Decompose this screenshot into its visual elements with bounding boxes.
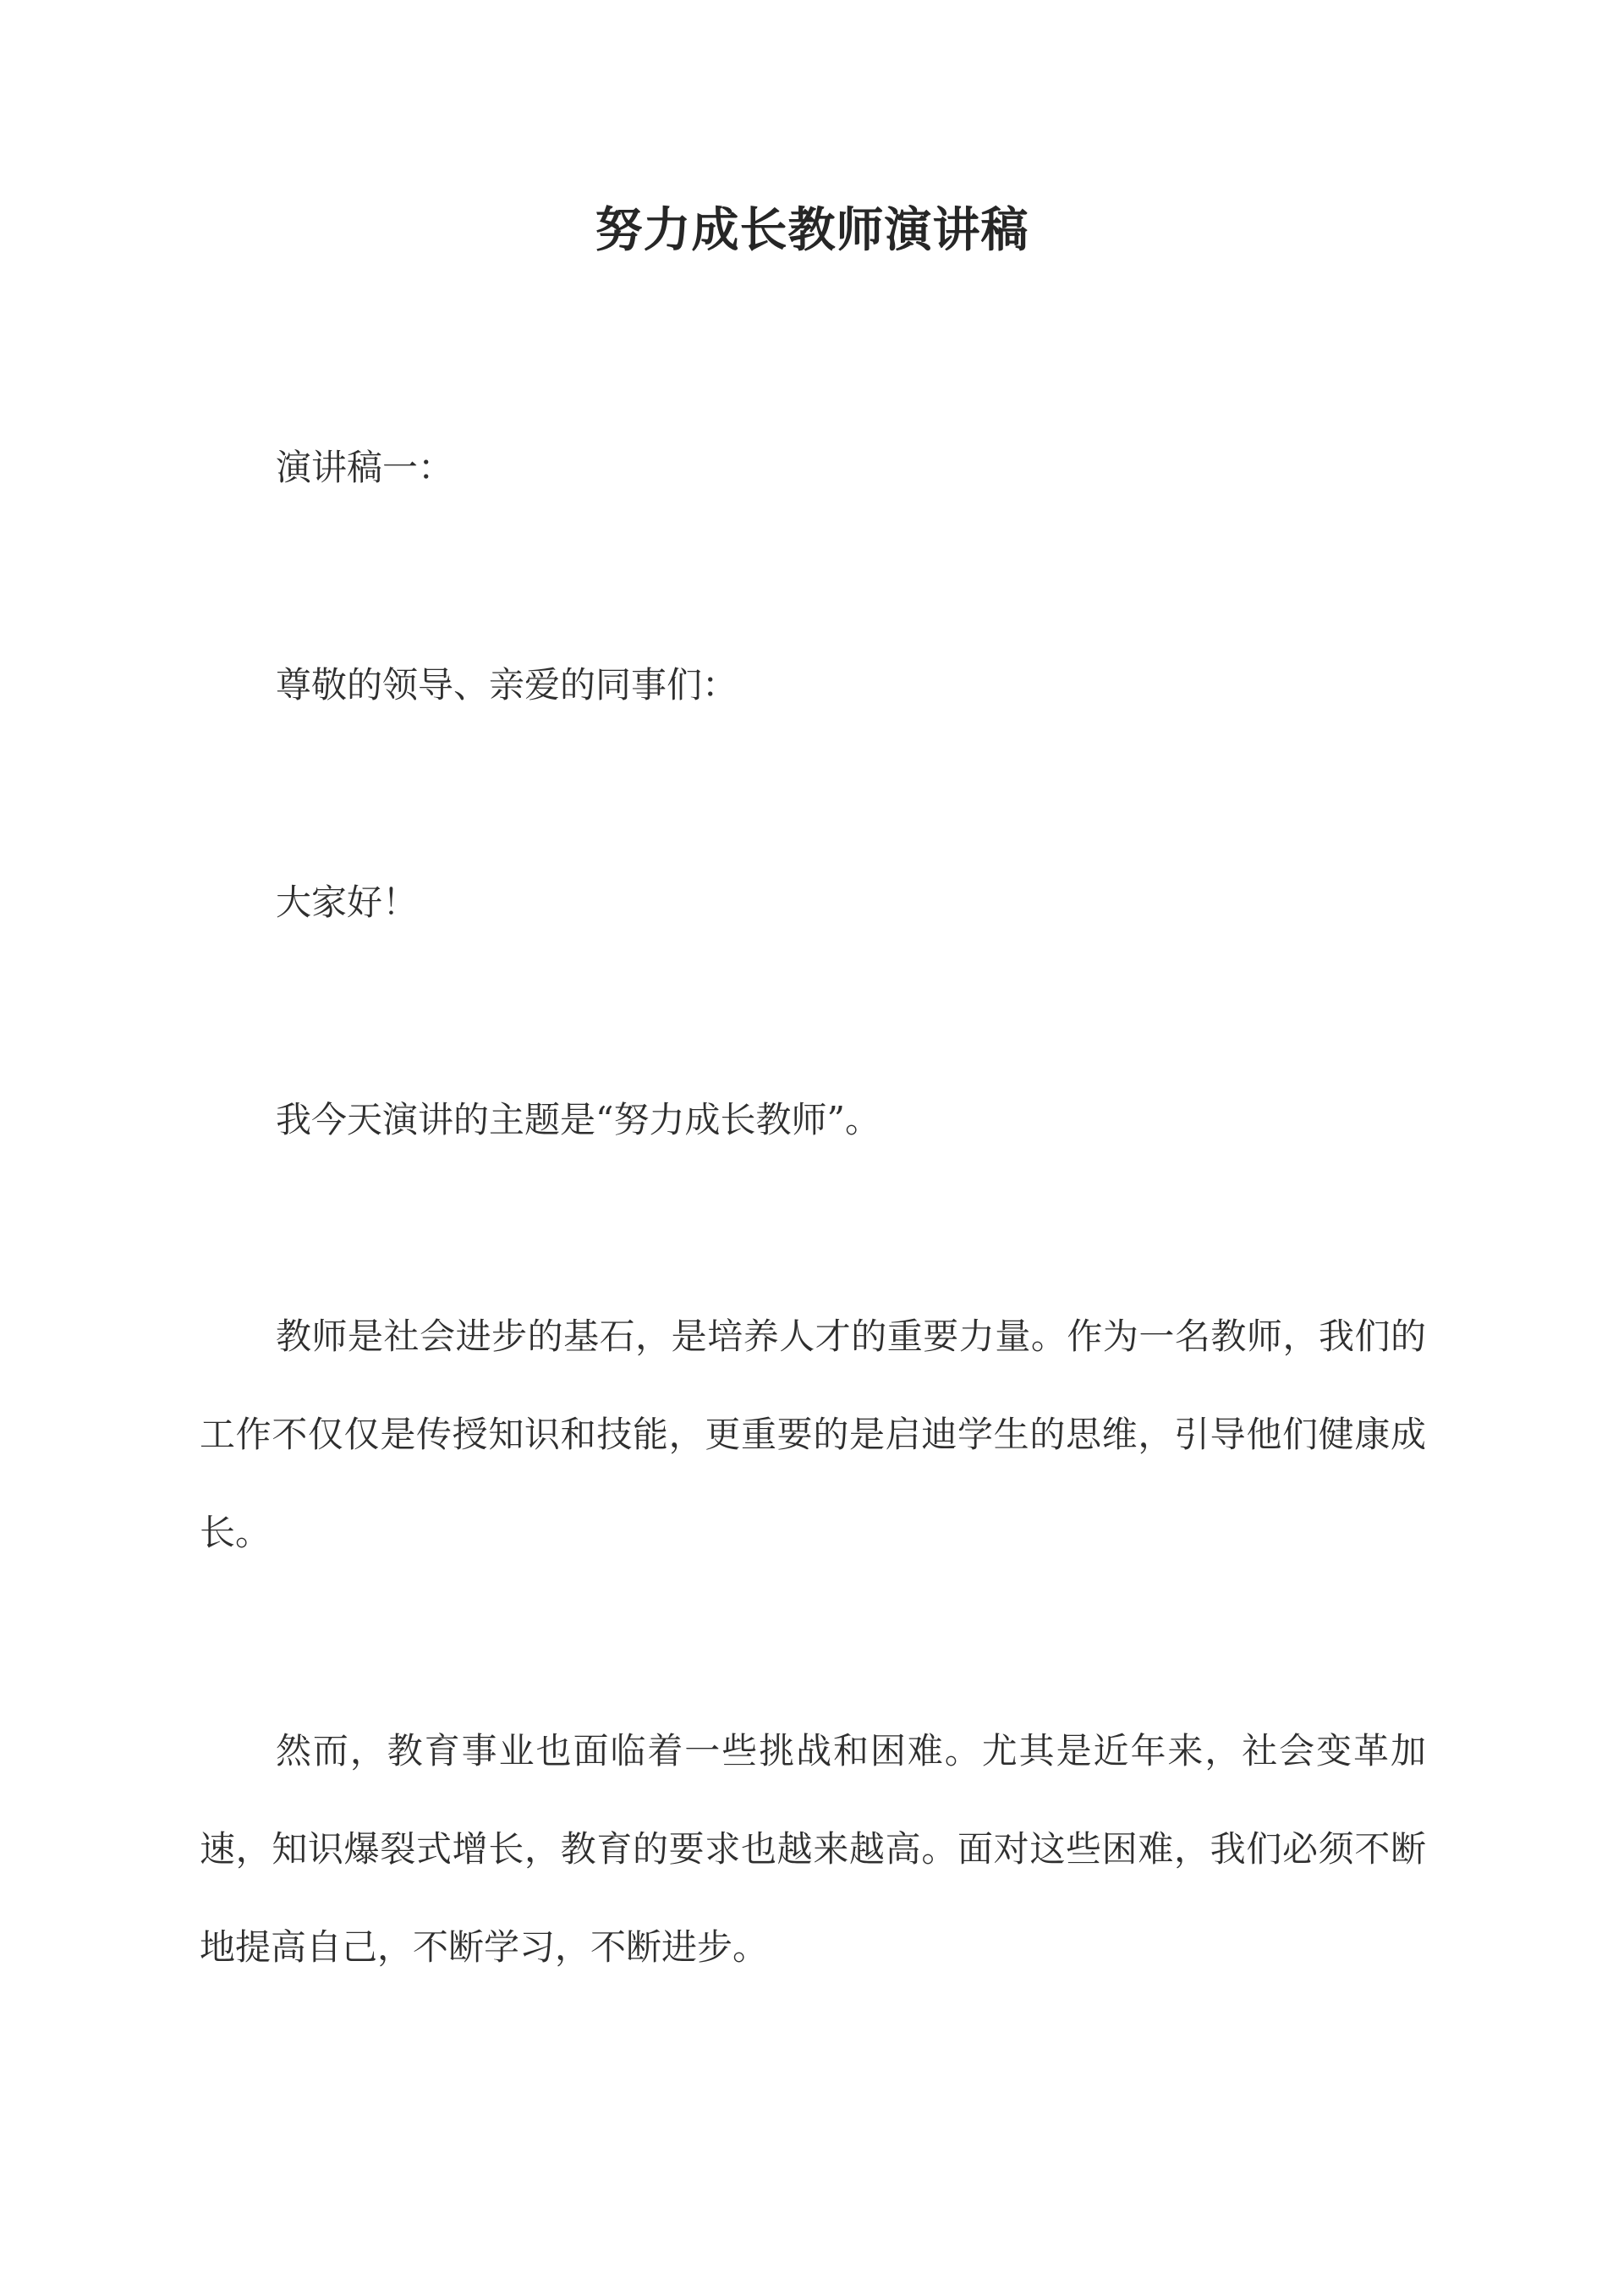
topic-paragraph: 我今天演讲的主题是“努力成长教师”。 [276,1099,881,1140]
speech-heading: 演讲稿一： [276,447,454,488]
document-title: 努力成长教师演讲稿 [595,202,1029,258]
salutation: 尊敬的领导、亲爱的同事们： [276,664,738,706]
greeting: 大家好！ [276,882,419,923]
body-paragraph: 教师是社会进步的基石，是培养人才的重要力量。作为一名教师，我们的工作不仅仅是传授知识和技能，更重要的是启迪学生的思维，引导他们健康成长。 [200,1316,1426,1553]
body-paragraph: 然而，教育事业也面临着一些挑战和困难。尤其是近年来，社会变革加速，知识爆裂式增长，教育的要求也越来越高。面对这些困难，我们必须不断地提高自己，不断学习，不断进步。 [200,1730,1426,1968]
